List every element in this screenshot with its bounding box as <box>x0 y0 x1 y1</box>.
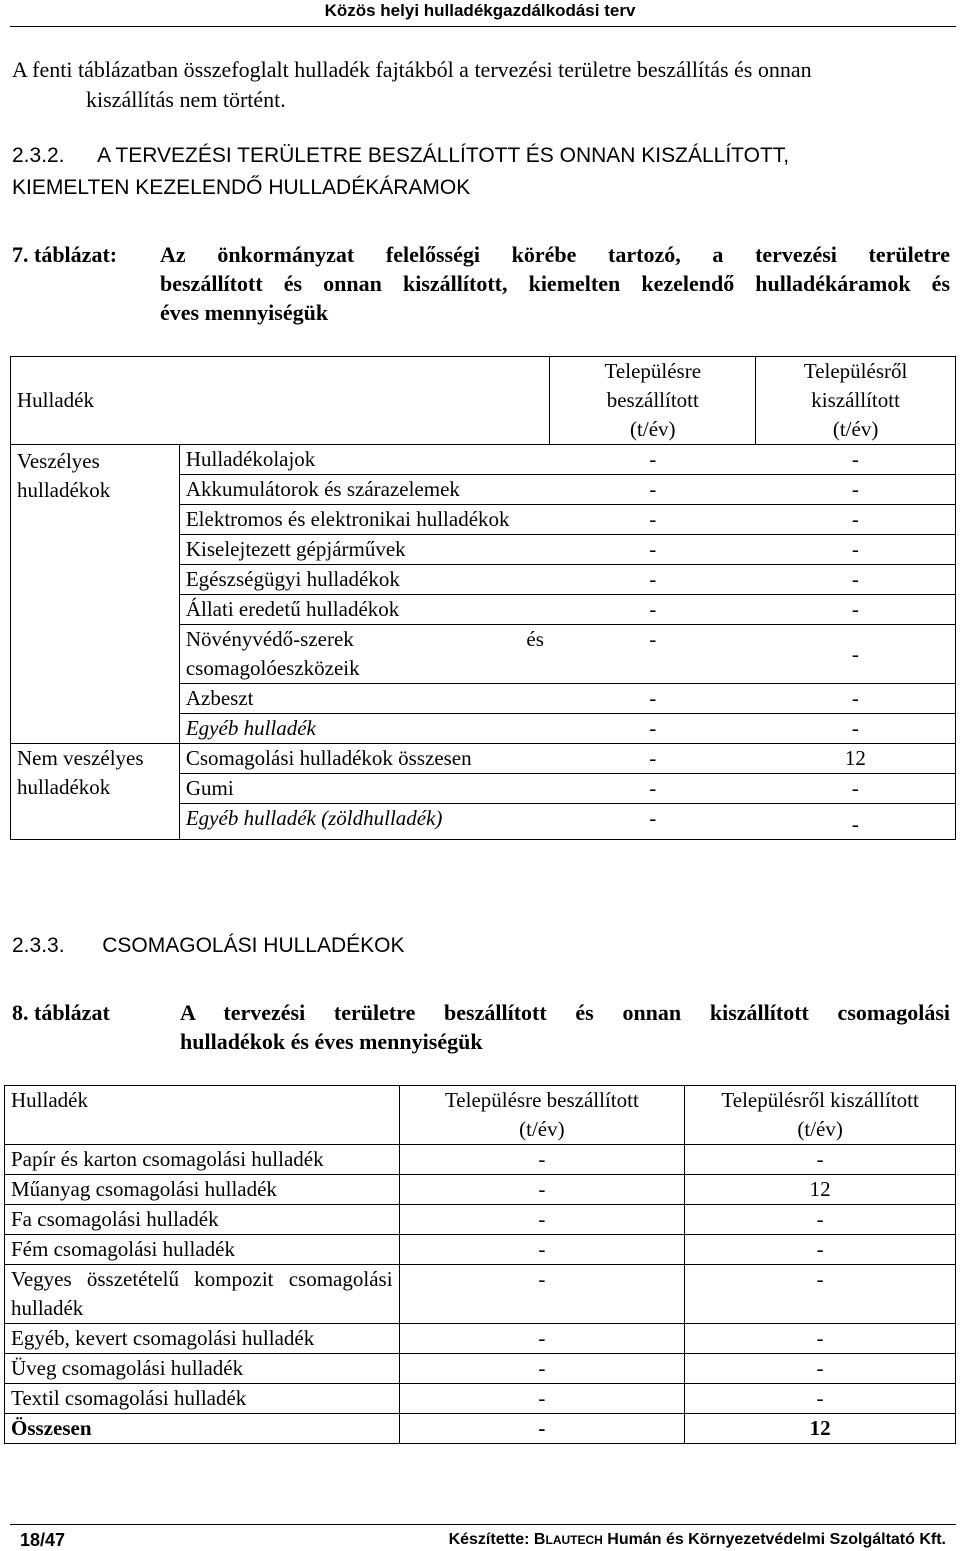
table-row: Fém csomagolási hulladék - - <box>5 1235 956 1265</box>
table-7 <box>10 356 956 840</box>
table7-header-waste: Hulladék <box>11 357 180 445</box>
table-row: Növényvédő-szerek és csomagolóeszközeik - - <box>11 625 956 684</box>
footer-rule <box>10 1524 956 1525</box>
table-row: Elektromos és elektronikai hulladékok - - <box>11 505 956 535</box>
table8-header-out: Településről kiszállított (t/év) <box>685 1086 956 1145</box>
table-row: Veszélyes hulladékok Hulladékolajok - - <box>11 445 956 475</box>
table7-row-name: Hulladékolajok <box>185 447 316 471</box>
table-row: Azbeszt - - <box>11 684 956 714</box>
section-233-title: CSOMAGOLÁSI HULLADÉKOK <box>102 934 405 957</box>
table-8 <box>4 1085 956 1444</box>
table7-header-row <box>11 357 956 445</box>
table-row: Egyéb hulladék (zöldhulladék) - - <box>11 804 956 840</box>
table8-header-waste: Hulladék <box>5 1086 400 1145</box>
section-233-number: 2.3.3. <box>12 934 65 957</box>
table-row: Gumi - - <box>11 774 956 804</box>
running-header: Közös helyi hulladékgazdálkodási terv <box>324 1 636 20</box>
section-232-heading <box>12 140 789 172</box>
table7-header-in: Településre beszállított (t/év) <box>550 357 756 445</box>
table-row: Üveg csomagolási hulladék - - <box>5 1354 956 1384</box>
table-row: Textil csomagolási hulladék - - <box>5 1384 956 1414</box>
section-232-title-line1: A TERVEZÉSI TERÜLETRE BESZÁLLÍTOTT ÉS ONNAN KISZÁLLÍTOTT, <box>97 144 790 167</box>
table-row: Egyéb hulladék - - <box>11 714 956 744</box>
table8-caption-line1: A tervezési területre beszállított és onnan kiszállított csomagolási <box>180 1000 950 1025</box>
table8-header-in: Településre beszállított (t/év) <box>399 1086 685 1145</box>
table8-label: 8. táblázat <box>12 1000 110 1025</box>
table-row: Kiselejtezett gépjárművek - - <box>11 535 956 565</box>
table-row: Papír és karton csomagolási hulladék - - <box>5 1145 956 1175</box>
table7-group-nonhazardous: Nem veszélyes hulladékok <box>11 744 180 840</box>
table7-caption-line2: beszállított és onnan kiszállított, kiemelten kezelendő hulladékáramok és <box>160 271 950 296</box>
section-233-heading <box>12 930 405 962</box>
table-row: Fa csomagolási hulladék - - <box>5 1205 956 1235</box>
table8-header-row <box>5 1086 956 1145</box>
table-row: Egyéb, kevert csomagolási hulladék - - <box>5 1324 956 1354</box>
table7-label: 7. táblázat: <box>12 242 118 267</box>
table-row: Vegyes összetételű kompozit csomagolási hulladék - - <box>5 1265 956 1324</box>
intro-paragraph <box>12 55 950 115</box>
section-232-title-line2: KIEMELTEN KEZELENDŐ HULLADÉKÁRAMOK <box>12 176 471 199</box>
table8-caption-line2: hulladékok és éves mennyiségük <box>180 1029 483 1054</box>
table7-header-out: Településről kiszállított (t/év) <box>756 357 956 445</box>
footer-credit: Készítette: BLAUTECH Humán és Környezetvédelmi Szolgáltató Kft. <box>448 1531 946 1548</box>
table7-caption-line3: éves mennyiségük <box>160 300 329 325</box>
table-row: Egészségügyi hulladékok - - <box>11 565 956 595</box>
table8-total-row: Összesen - 12 <box>5 1414 956 1444</box>
section-232-number: 2.3.2. <box>12 144 65 167</box>
intro-line-1: A fenti táblázatban összefoglalt hulladék fajtákból a tervezési területre beszállítás és onnan <box>12 57 812 82</box>
table7-group-hazardous: Veszélyes hulladékok <box>11 445 180 744</box>
page-number: 18/47 <box>20 1530 66 1550</box>
header-rule <box>10 26 956 27</box>
table-row: Akkumulátorok és szárazelemek - - <box>11 475 956 505</box>
intro-line-2: kiszállítás nem történt. <box>86 87 286 112</box>
table7-caption-line1: Az önkormányzat felelősségi körébe tartozó, a tervezési területre <box>160 242 950 267</box>
table-row: Műanyag csomagolási hulladék - 12 <box>5 1175 956 1205</box>
table-row: Nem veszélyes hulladékok Csomagolási hulladékok összesen - 12 <box>11 744 956 774</box>
table-row: Állati eredetű hulladékok - - <box>11 595 956 625</box>
